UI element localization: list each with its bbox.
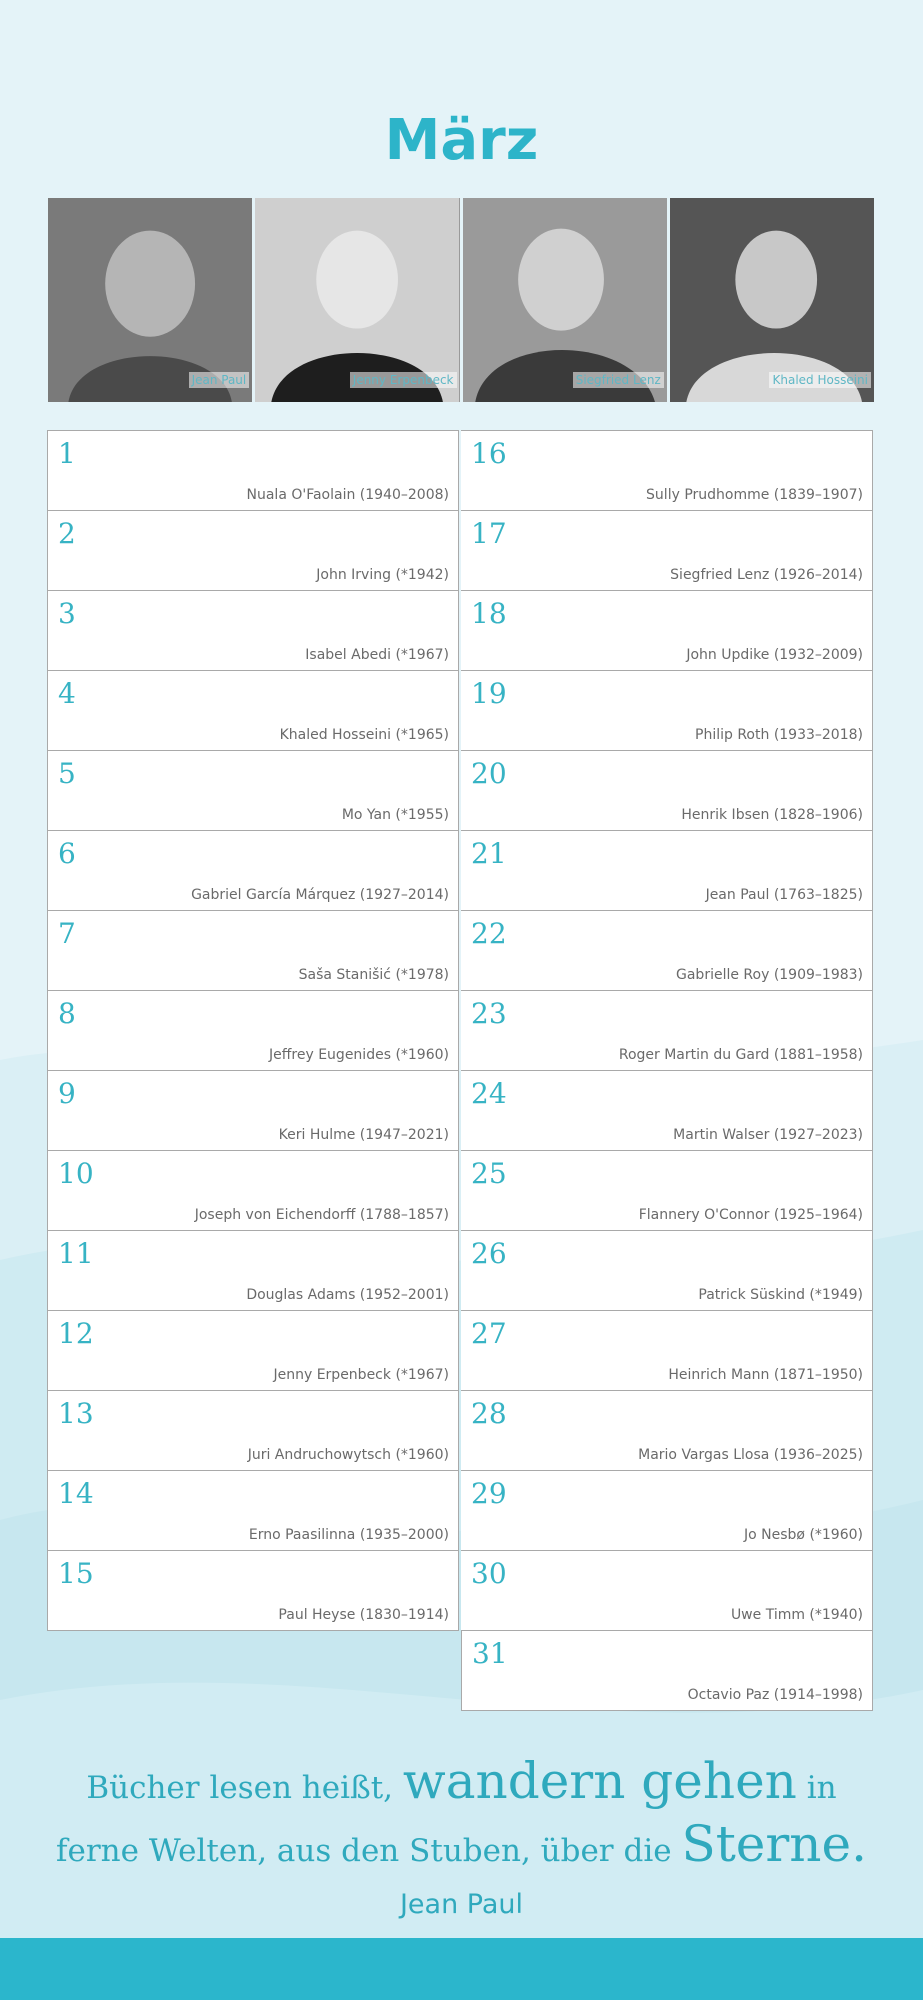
day-cell (461, 430, 873, 511)
author-birthday: Roger Martin du Gard (1881–1958) (618, 1047, 863, 1063)
author-birthday: Jenny Erpenbeck (*1967) (273, 1367, 449, 1383)
day-cell (47, 1391, 459, 1471)
author-birthday: Jeffrey Eugenides (*1960) (269, 1047, 449, 1063)
day-number: 22 (471, 917, 507, 950)
author-birthday: Juri Andruchowytsch (*1960) (247, 1447, 449, 1463)
portrait-caption: Siegfried Lenz (573, 372, 664, 388)
author-birthday: Siegfried Lenz (1926–2014) (670, 567, 863, 583)
day-number: 12 (58, 1317, 94, 1350)
author-birthday: Octavio Paz (1914–1998) (687, 1687, 863, 1703)
author-birthday: Paul Heyse (1830–1914) (278, 1607, 449, 1623)
day-number: 24 (471, 1077, 507, 1110)
author-birthday: Isabel Abedi (*1967) (305, 647, 449, 663)
day-number: 20 (471, 757, 507, 790)
month-title: März (384, 108, 539, 173)
portrait-photo (670, 198, 874, 402)
day-number: 19 (471, 677, 507, 710)
day-cell (461, 831, 873, 911)
day-cell (461, 1231, 873, 1311)
day-number: 3 (58, 597, 76, 630)
day-number: 14 (58, 1477, 94, 1510)
author-birthday: Gabrielle Roy (1909–1983) (676, 967, 863, 983)
author-birthday: Nuala O'Faolain (1940–2008) (246, 487, 449, 503)
portrait-photo (255, 198, 459, 402)
day-cell (47, 751, 459, 831)
day-cell (461, 751, 873, 831)
day-cell (461, 991, 873, 1071)
day-cell (461, 1551, 873, 1631)
day-cell (461, 911, 873, 991)
portrait-photo (48, 198, 252, 402)
quote-text: ferne Welten, aus den Stuben, über die (56, 1833, 682, 1869)
day-number: 13 (58, 1397, 94, 1430)
quote-text: Bücher lesen heißt, (86, 1770, 403, 1806)
day-number: 5 (58, 757, 76, 790)
author-birthday: Henrik Ibsen (1828–1906) (681, 807, 863, 823)
day-number: 1 (58, 437, 76, 470)
day-number: 25 (471, 1157, 507, 1190)
author-birthday: Martin Walser (1927–2023) (673, 1127, 863, 1143)
author-birthday: John Updike (1932–2009) (686, 647, 863, 663)
author-birthday: Flannery O'Connor (1925–1964) (638, 1207, 863, 1223)
day-number: 11 (58, 1237, 94, 1270)
day-cell (47, 991, 459, 1071)
day-cell (47, 1551, 459, 1631)
author-birthday: Sully Prudhomme (1839–1907) (646, 487, 863, 503)
calendar-column-left (47, 430, 459, 1631)
day-cell (47, 591, 459, 671)
day-cell (47, 831, 459, 911)
author-birthday: John Irving (*1942) (316, 567, 449, 583)
author-birthday: Douglas Adams (1952–2001) (246, 1287, 449, 1303)
author-birthday: Mo Yan (*1955) (341, 807, 449, 823)
day-number: 21 (471, 837, 507, 870)
day-cell (47, 1151, 459, 1231)
author-birthday: Joseph von Eichendorff (1788–1857) (194, 1207, 449, 1223)
portrait-caption: Jean Paul (189, 372, 250, 388)
portrait-strip (48, 198, 874, 402)
quote-text: in (796, 1770, 837, 1806)
day-number: 18 (471, 597, 507, 630)
bottom-bar (0, 1938, 923, 2000)
day-number: 2 (58, 517, 76, 550)
day-number: 30 (471, 1557, 507, 1590)
day-number: 28 (471, 1397, 507, 1430)
author-birthday: Erno Paasilinna (1935–2000) (248, 1527, 449, 1543)
calendar-column-right (461, 430, 873, 1711)
author-birthday: Philip Roth (1933–2018) (695, 727, 863, 743)
day-number: 31 (472, 1637, 508, 1670)
author-birthday: Khaled Hosseini (*1965) (279, 727, 449, 743)
portrait-caption: Khaled Hosseini (769, 372, 871, 388)
author-birthday: Heinrich Mann (1871–1950) (668, 1367, 863, 1383)
day-number: 29 (471, 1477, 507, 1510)
day-cell (461, 1471, 873, 1551)
quote-line-1 (0, 1752, 923, 1810)
day-cell (461, 511, 873, 591)
author-birthday: Saša Stanišić (*1978) (298, 967, 449, 983)
day-cell (47, 511, 459, 591)
day-cell (461, 1391, 873, 1471)
day-cell (47, 430, 459, 511)
day-cell (461, 1151, 873, 1231)
quote-emphasis: wandern gehen (402, 1752, 797, 1810)
author-birthday: Keri Hulme (1947–2021) (278, 1127, 449, 1143)
day-cell (461, 591, 873, 671)
author-birthday: Jean Paul (1763–1825) (705, 887, 863, 903)
quote-author: Jean Paul (399, 1889, 524, 1920)
day-number: 15 (58, 1557, 94, 1590)
author-birthday: Jo Nesbø (*1960) (744, 1527, 863, 1543)
day-number: 8 (58, 997, 76, 1030)
day-number: 7 (58, 917, 76, 950)
day-cell (47, 911, 459, 991)
day-cell (47, 1471, 459, 1551)
day-number: 10 (58, 1157, 94, 1190)
day-number: 17 (471, 517, 507, 550)
day-number: 6 (58, 837, 76, 870)
day-cell (47, 1071, 459, 1151)
author-birthday: Gabriel García Márquez (1927–2014) (191, 887, 449, 903)
day-number: 23 (471, 997, 507, 1030)
day-cell (461, 1311, 873, 1391)
day-cell (47, 1311, 459, 1391)
day-cell (461, 1071, 873, 1151)
quote-emphasis: Sterne. (681, 1815, 867, 1873)
day-number: 9 (58, 1077, 76, 1110)
author-birthday: Mario Vargas Llosa (1936–2025) (638, 1447, 863, 1463)
author-birthday: Patrick Süskind (*1949) (698, 1287, 863, 1303)
day-number: 4 (58, 677, 76, 710)
day-cell (461, 671, 873, 751)
day-cell (47, 671, 459, 751)
quote-line-2 (0, 1815, 923, 1873)
day-cell (461, 1631, 873, 1711)
day-cell (47, 1231, 459, 1311)
author-birthday: Uwe Timm (*1940) (730, 1607, 863, 1623)
portrait-caption: Jenny Erpenbeck (350, 372, 457, 388)
day-number: 27 (471, 1317, 507, 1350)
portrait-photo (463, 198, 667, 402)
day-number: 16 (471, 437, 507, 470)
day-number: 26 (471, 1237, 507, 1270)
